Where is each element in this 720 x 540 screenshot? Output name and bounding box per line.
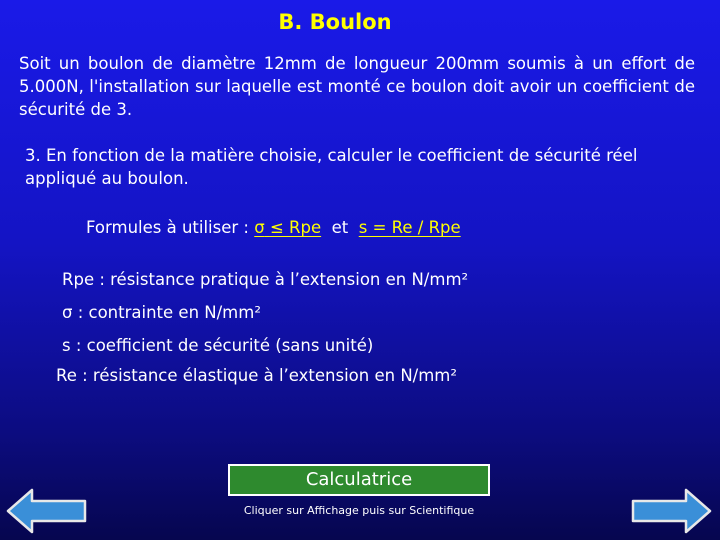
formula-safety-factor: s = Re / Rpe [358,218,461,237]
slide-title: B. Boulon [278,10,392,34]
formulas-label: Formules à utiliser : [86,218,249,237]
question-3: 3. En fonction de la matière choisie, calculer le coefficient de sécurité réel appliqué au boulon. [25,146,638,188]
definition-s: s : coefficient de sécurité (sans unité) [62,336,374,355]
definition-rpe: Rpe : résistance pratique à l’extension en N/mm² [62,270,469,289]
sigma-symbol-def: σ [62,303,73,322]
formula-stress [254,218,321,237]
arrow-right-icon[interactable] [630,488,712,534]
formula-stress-rest: ≤ Rpe [269,218,322,237]
formula-connector: et [331,218,349,237]
sigma-symbol: σ [254,218,265,237]
definition-re: Re : résistance élastique à l’extension en N/mm² [56,366,457,385]
formulas-line [86,218,461,237]
calculator-hint: Cliquer sur Affichage puis sur Scientifique [243,504,475,517]
calculator-button[interactable]: Calculatrice [228,464,490,496]
definition-sigma [62,303,261,322]
problem-statement: Soit un boulon de diamètre 12mm de longueur 200mm soumis à un effort de 5.000N, l'installation sur laquelle est monté ce boulon doit avoir un coefficient de sécurité de 3. [19,54,695,119]
definition-sigma-text: : contrainte en N/mm² [72,303,261,322]
arrow-left-icon[interactable] [6,488,88,534]
